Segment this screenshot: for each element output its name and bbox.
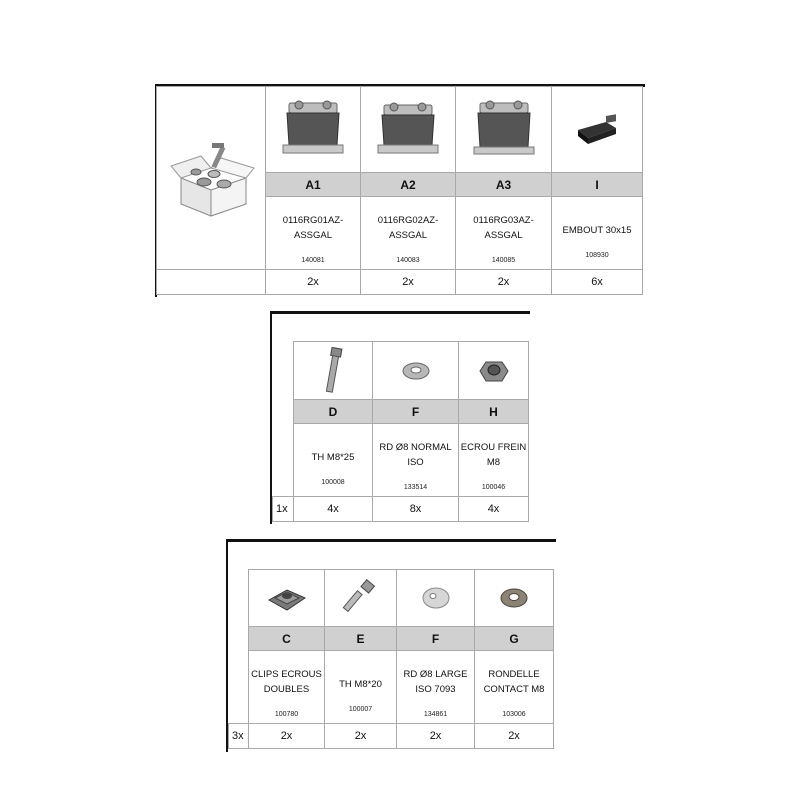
qty-f-large: 2x: [397, 724, 475, 749]
multiplier-label: 3x: [229, 724, 249, 749]
item-name: 0116RG02AZ-ASSGAL: [377, 214, 439, 241]
desc-a3: [456, 197, 552, 270]
item-ref: 133514: [403, 483, 428, 491]
item-ref: 140083: [396, 256, 420, 264]
multiplier-label: 1x: [273, 497, 294, 522]
bracket-a3-icon: [472, 99, 536, 161]
item-name: RD Ø8 LARGE ISO 7093: [403, 668, 468, 695]
parts-box-icon: [166, 138, 256, 218]
qty-a3: 2x: [456, 270, 552, 295]
qty-d: 4x: [294, 497, 373, 522]
code-e: E: [325, 627, 397, 651]
parts-table-3: [228, 569, 554, 749]
short-bolt-icon-cell: [325, 570, 397, 627]
bracket-a2-icon: [376, 99, 440, 161]
parts-table-2: [272, 341, 529, 522]
bracket-a3-icon-cell: [456, 87, 552, 173]
desc-h: [459, 424, 529, 497]
qty-a1: 2x: [266, 270, 361, 295]
desc-f: [373, 424, 459, 497]
qty-e: 2x: [325, 724, 397, 749]
item-ref: 134861: [423, 710, 448, 718]
bolt-icon-cell: [294, 342, 373, 400]
item-name: TH M8*25: [311, 452, 355, 463]
end-cap-icon: [572, 110, 622, 150]
item-ref: 108930: [585, 252, 609, 259]
washer-icon: [396, 356, 436, 386]
desc-f-large: [397, 651, 475, 724]
code-h: H: [459, 400, 529, 424]
desc-d: [294, 424, 373, 497]
short-bolt-icon: [341, 578, 381, 618]
contact-washer-icon: [494, 581, 534, 615]
item-ref: 103006: [502, 710, 526, 718]
item-ref: 100007: [348, 706, 373, 713]
qty-g: 2x: [475, 724, 554, 749]
qty-label-cell: [157, 270, 266, 295]
desc-i: [552, 197, 643, 270]
washer-icon-cell: [373, 342, 459, 400]
desc-a1: [266, 197, 361, 270]
parts-box-cell: [157, 87, 266, 270]
item-ref: 100780: [274, 710, 299, 718]
desc-a2: [361, 197, 456, 270]
lock-nut-icon: [474, 354, 514, 388]
code-f: F: [373, 400, 459, 424]
qty-i: 6x: [552, 270, 643, 295]
item-ref: 100008: [321, 479, 345, 486]
item-name: CLIPS ECROUS DOUBLES: [251, 668, 322, 695]
parts-table-1: [156, 86, 643, 295]
qty-a2: 2x: [361, 270, 456, 295]
code-a2: A2: [361, 173, 456, 197]
desc-c: [249, 651, 325, 724]
code-i: I: [552, 173, 643, 197]
item-ref: 140081: [301, 256, 325, 264]
large-washer-icon: [416, 581, 456, 615]
desc-e: [325, 651, 397, 724]
contact-washer-icon-cell: [475, 570, 554, 627]
bracket-a2-icon-cell: [361, 87, 456, 173]
end-cap-icon-cell: [552, 87, 643, 173]
item-name: RD Ø8 NORMAL ISO: [379, 441, 452, 468]
bracket-a1-icon-cell: [266, 87, 361, 173]
bolt-icon: [318, 346, 348, 396]
desc-g: [475, 651, 554, 724]
large-washer-icon-cell: [397, 570, 475, 627]
code-a3: A3: [456, 173, 552, 197]
qty-h: 4x: [459, 497, 529, 522]
clip-nut-icon-cell: [249, 570, 325, 627]
item-ref: 140085: [491, 256, 516, 264]
lock-nut-icon-cell: [459, 342, 529, 400]
code-f-large: F: [397, 627, 475, 651]
code-a1: A1: [266, 173, 361, 197]
item-name: 0116RG01AZ-ASSGAL: [282, 214, 344, 241]
code-d: D: [294, 400, 373, 424]
item-ref: 100046: [481, 483, 506, 491]
code-c: C: [249, 627, 325, 651]
clip-nut-icon: [265, 580, 309, 616]
item-name: ECROU FREIN M8: [460, 441, 527, 468]
item-name: TH M8*20: [339, 679, 382, 690]
item-name: RONDELLE CONTACT M8: [483, 668, 545, 695]
bracket-a1-icon: [281, 99, 345, 161]
item-name: 0116RG03AZ-ASSGAL: [473, 214, 534, 241]
code-g: G: [475, 627, 554, 651]
item-name: EMBOUT 30x15: [562, 225, 632, 236]
qty-f: 8x: [373, 497, 459, 522]
qty-c: 2x: [249, 724, 325, 749]
